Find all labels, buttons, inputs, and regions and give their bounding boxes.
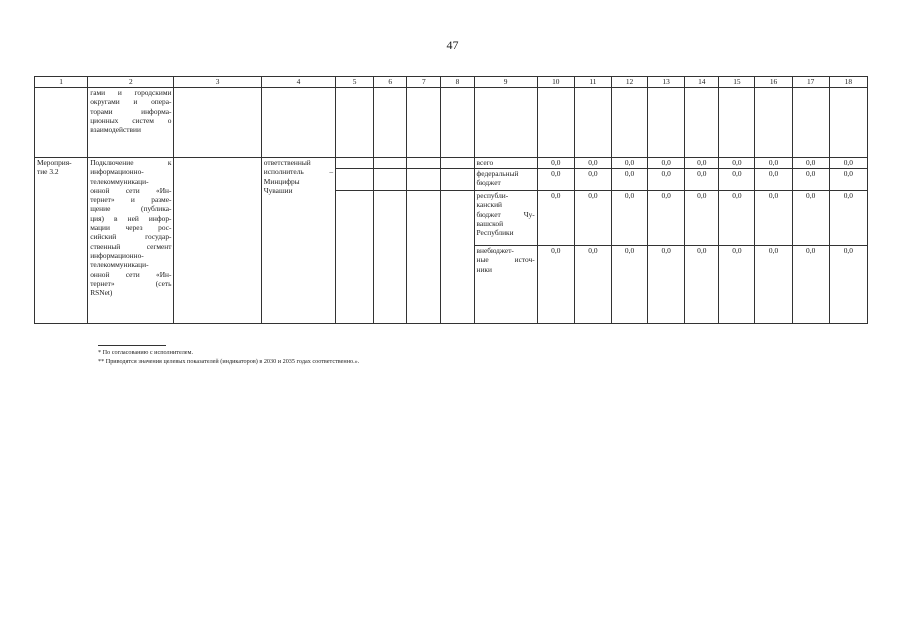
cont-cell-18 — [829, 88, 867, 158]
text-line: сийский государ- — [90, 232, 172, 242]
cont-cell-9 — [474, 88, 537, 158]
activity-name — [88, 158, 174, 324]
text-line: республи- — [476, 191, 509, 200]
cont-cell-12 — [611, 88, 647, 158]
fr2-col5 — [336, 191, 374, 324]
text-line: внебюджет- — [476, 246, 514, 255]
column-number-11: 11 — [574, 77, 611, 88]
value-cell-col16: 0,0 — [755, 191, 792, 246]
text-line: гами и городскими — [90, 88, 172, 97]
value-cell-col11: 0,0 — [574, 246, 611, 324]
column-number-16: 16 — [755, 77, 792, 88]
text-line: бюджет — [476, 178, 501, 188]
cont-cell-11 — [574, 88, 611, 158]
funding-source — [474, 191, 537, 246]
text-line: телекоммуникаци- — [90, 176, 149, 186]
activity-executor — [261, 158, 335, 324]
value-cell-col12: 0,0 — [611, 158, 647, 169]
text-line: бюджет Чу- — [476, 209, 535, 219]
text-line: канский — [476, 200, 503, 210]
column-number-14: 14 — [685, 77, 719, 88]
fr0-col6 — [374, 158, 407, 169]
fr2-col8 — [441, 191, 474, 324]
value-cell-col10: 0,0 — [537, 246, 574, 324]
fr2-col7 — [407, 191, 441, 324]
text-line: ные источ- — [476, 255, 535, 265]
value-cell-col14: 0,0 — [685, 246, 719, 324]
value-cell-col11: 0,0 — [574, 169, 611, 191]
column-number-18: 18 — [829, 77, 867, 88]
text-line: торами информа- — [90, 106, 172, 116]
value-cell-col15: 0,0 — [719, 246, 755, 324]
text-line: федеральный — [476, 169, 519, 178]
column-number-5: 5 — [336, 77, 374, 88]
value-cell-col12: 0,0 — [611, 169, 647, 191]
text-line: тернет» (сеть — [90, 278, 172, 288]
text-line: ционных систем о — [90, 115, 172, 125]
value-cell-col11: 0,0 — [574, 191, 611, 246]
column-number-9: 9 — [474, 77, 537, 88]
text-line: мации через рос- — [90, 223, 172, 233]
value-cell-col15: 0,0 — [719, 169, 755, 191]
footnotes — [98, 348, 359, 366]
value-cell-col10: 0,0 — [537, 191, 574, 246]
value-cell-col18: 0,0 — [829, 158, 867, 169]
fr0-col8 — [441, 158, 474, 169]
value-cell-col10: 0,0 — [537, 169, 574, 191]
text-line: ответственный — [263, 158, 311, 167]
continuation-row — [35, 88, 868, 158]
value-cell-col14: 0,0 — [685, 169, 719, 191]
cont-cell-1 — [35, 88, 88, 158]
value-cell-col15: 0,0 — [719, 158, 755, 169]
footnote-1: * По согласованию с исполнителем. — [98, 349, 193, 356]
text-line: ники — [476, 264, 492, 274]
fr1-col8 — [441, 169, 474, 191]
column-number-13: 13 — [648, 77, 685, 88]
footnote-divider — [98, 345, 166, 346]
value-cell-col16: 0,0 — [755, 246, 792, 324]
cont-cell-5 — [336, 88, 374, 158]
text-line: Подключение к — [90, 158, 172, 167]
cont-cell-3 — [174, 88, 261, 158]
cont-cell-15 — [719, 88, 755, 158]
value-cell-col17: 0,0 — [792, 158, 829, 169]
cont-cell-10 — [537, 88, 574, 158]
value-cell-col12: 0,0 — [611, 191, 647, 246]
value-cell-col16: 0,0 — [755, 169, 792, 191]
text-line: щение (публика- — [90, 204, 172, 214]
column-number-3: 3 — [174, 77, 261, 88]
text-line: Республики — [476, 228, 514, 238]
text-line: Мероприя- — [37, 158, 72, 167]
fr1-col7 — [407, 169, 441, 191]
fr1-col5 — [336, 169, 374, 191]
text-line: всего — [476, 158, 494, 167]
value-cell-col14: 0,0 — [685, 191, 719, 246]
cont-cell-14 — [685, 88, 719, 158]
text-line: онной сети «Ин- — [90, 185, 172, 195]
cont-cell-7 — [407, 88, 441, 158]
column-number-12: 12 — [611, 77, 647, 88]
text-line: тие 3.2 — [37, 167, 59, 177]
value-cell-col13: 0,0 — [648, 191, 685, 246]
funding-source — [474, 169, 537, 191]
value-cell-col13: 0,0 — [648, 246, 685, 324]
value-cell-col16: 0,0 — [755, 158, 792, 169]
text-line: тернет» и разме- — [90, 195, 172, 205]
column-number-7: 7 — [407, 77, 441, 88]
cont-cell-13 — [648, 88, 685, 158]
column-number-8: 8 — [441, 77, 474, 88]
value-cell-col18: 0,0 — [829, 246, 867, 324]
text-line: округами и опера- — [90, 97, 172, 107]
value-cell-col12: 0,0 — [611, 246, 647, 324]
value-cell-col13: 0,0 — [648, 169, 685, 191]
cont-cell-16 — [755, 88, 792, 158]
value-cell-col14: 0,0 — [685, 158, 719, 169]
text-line: ственный сегмент — [90, 241, 172, 251]
activity-code — [35, 158, 88, 324]
text-line: Чувашии — [263, 185, 293, 195]
column-number-6: 6 — [374, 77, 407, 88]
value-cell-col17: 0,0 — [792, 169, 829, 191]
page-number: 47 — [446, 38, 459, 52]
column-number-1: 1 — [35, 77, 88, 88]
cont-cell-2 — [88, 88, 174, 158]
cont-cell-8 — [441, 88, 474, 158]
cont-cell-17 — [792, 88, 829, 158]
fr0-col5 — [336, 158, 374, 169]
fr1-col6 — [374, 169, 407, 191]
column-number-row — [35, 77, 868, 88]
text-line: вашской — [476, 218, 504, 228]
column-number-17: 17 — [792, 77, 829, 88]
text-line: информационно- — [90, 167, 144, 177]
fr0-col7 — [407, 158, 441, 169]
value-cell-col11: 0,0 — [574, 158, 611, 169]
text-line: онной сети «Ин- — [90, 269, 172, 279]
value-cell-col18: 0,0 — [829, 169, 867, 191]
column-number-4: 4 — [261, 77, 335, 88]
funding-source — [474, 246, 537, 324]
activity-col3 — [174, 158, 261, 324]
value-cell-col10: 0,0 — [537, 158, 574, 169]
text-line: информационно- — [90, 250, 144, 260]
value-cell-col17: 0,0 — [792, 246, 829, 324]
column-number-10: 10 — [537, 77, 574, 88]
value-cell-col13: 0,0 — [648, 158, 685, 169]
text-line: ция) в ней инфор- — [90, 213, 172, 223]
value-cell-col18: 0,0 — [829, 191, 867, 246]
text-line: телекоммуникаци- — [90, 260, 149, 270]
value-cell-col15: 0,0 — [719, 191, 755, 246]
cont-cell-6 — [374, 88, 407, 158]
value-cell-col17: 0,0 — [792, 191, 829, 246]
text-line: Минцифры — [263, 176, 300, 186]
budget-table — [34, 76, 868, 324]
text-line: исполнитель – — [263, 167, 334, 177]
column-number-2: 2 — [88, 77, 174, 88]
fr2-col6 — [374, 191, 407, 324]
text-line: взаимодействии — [90, 125, 141, 135]
funding-source — [474, 158, 537, 169]
text-line: RSNet) — [90, 288, 113, 298]
footnote-2: ** Приводятся значения целевых показателей (индикаторов) в 2030 и 2035 годах соответственно.». — [98, 358, 360, 365]
column-number-15: 15 — [719, 77, 755, 88]
funding-row-total — [35, 158, 868, 169]
cont-cell-4 — [261, 88, 335, 158]
